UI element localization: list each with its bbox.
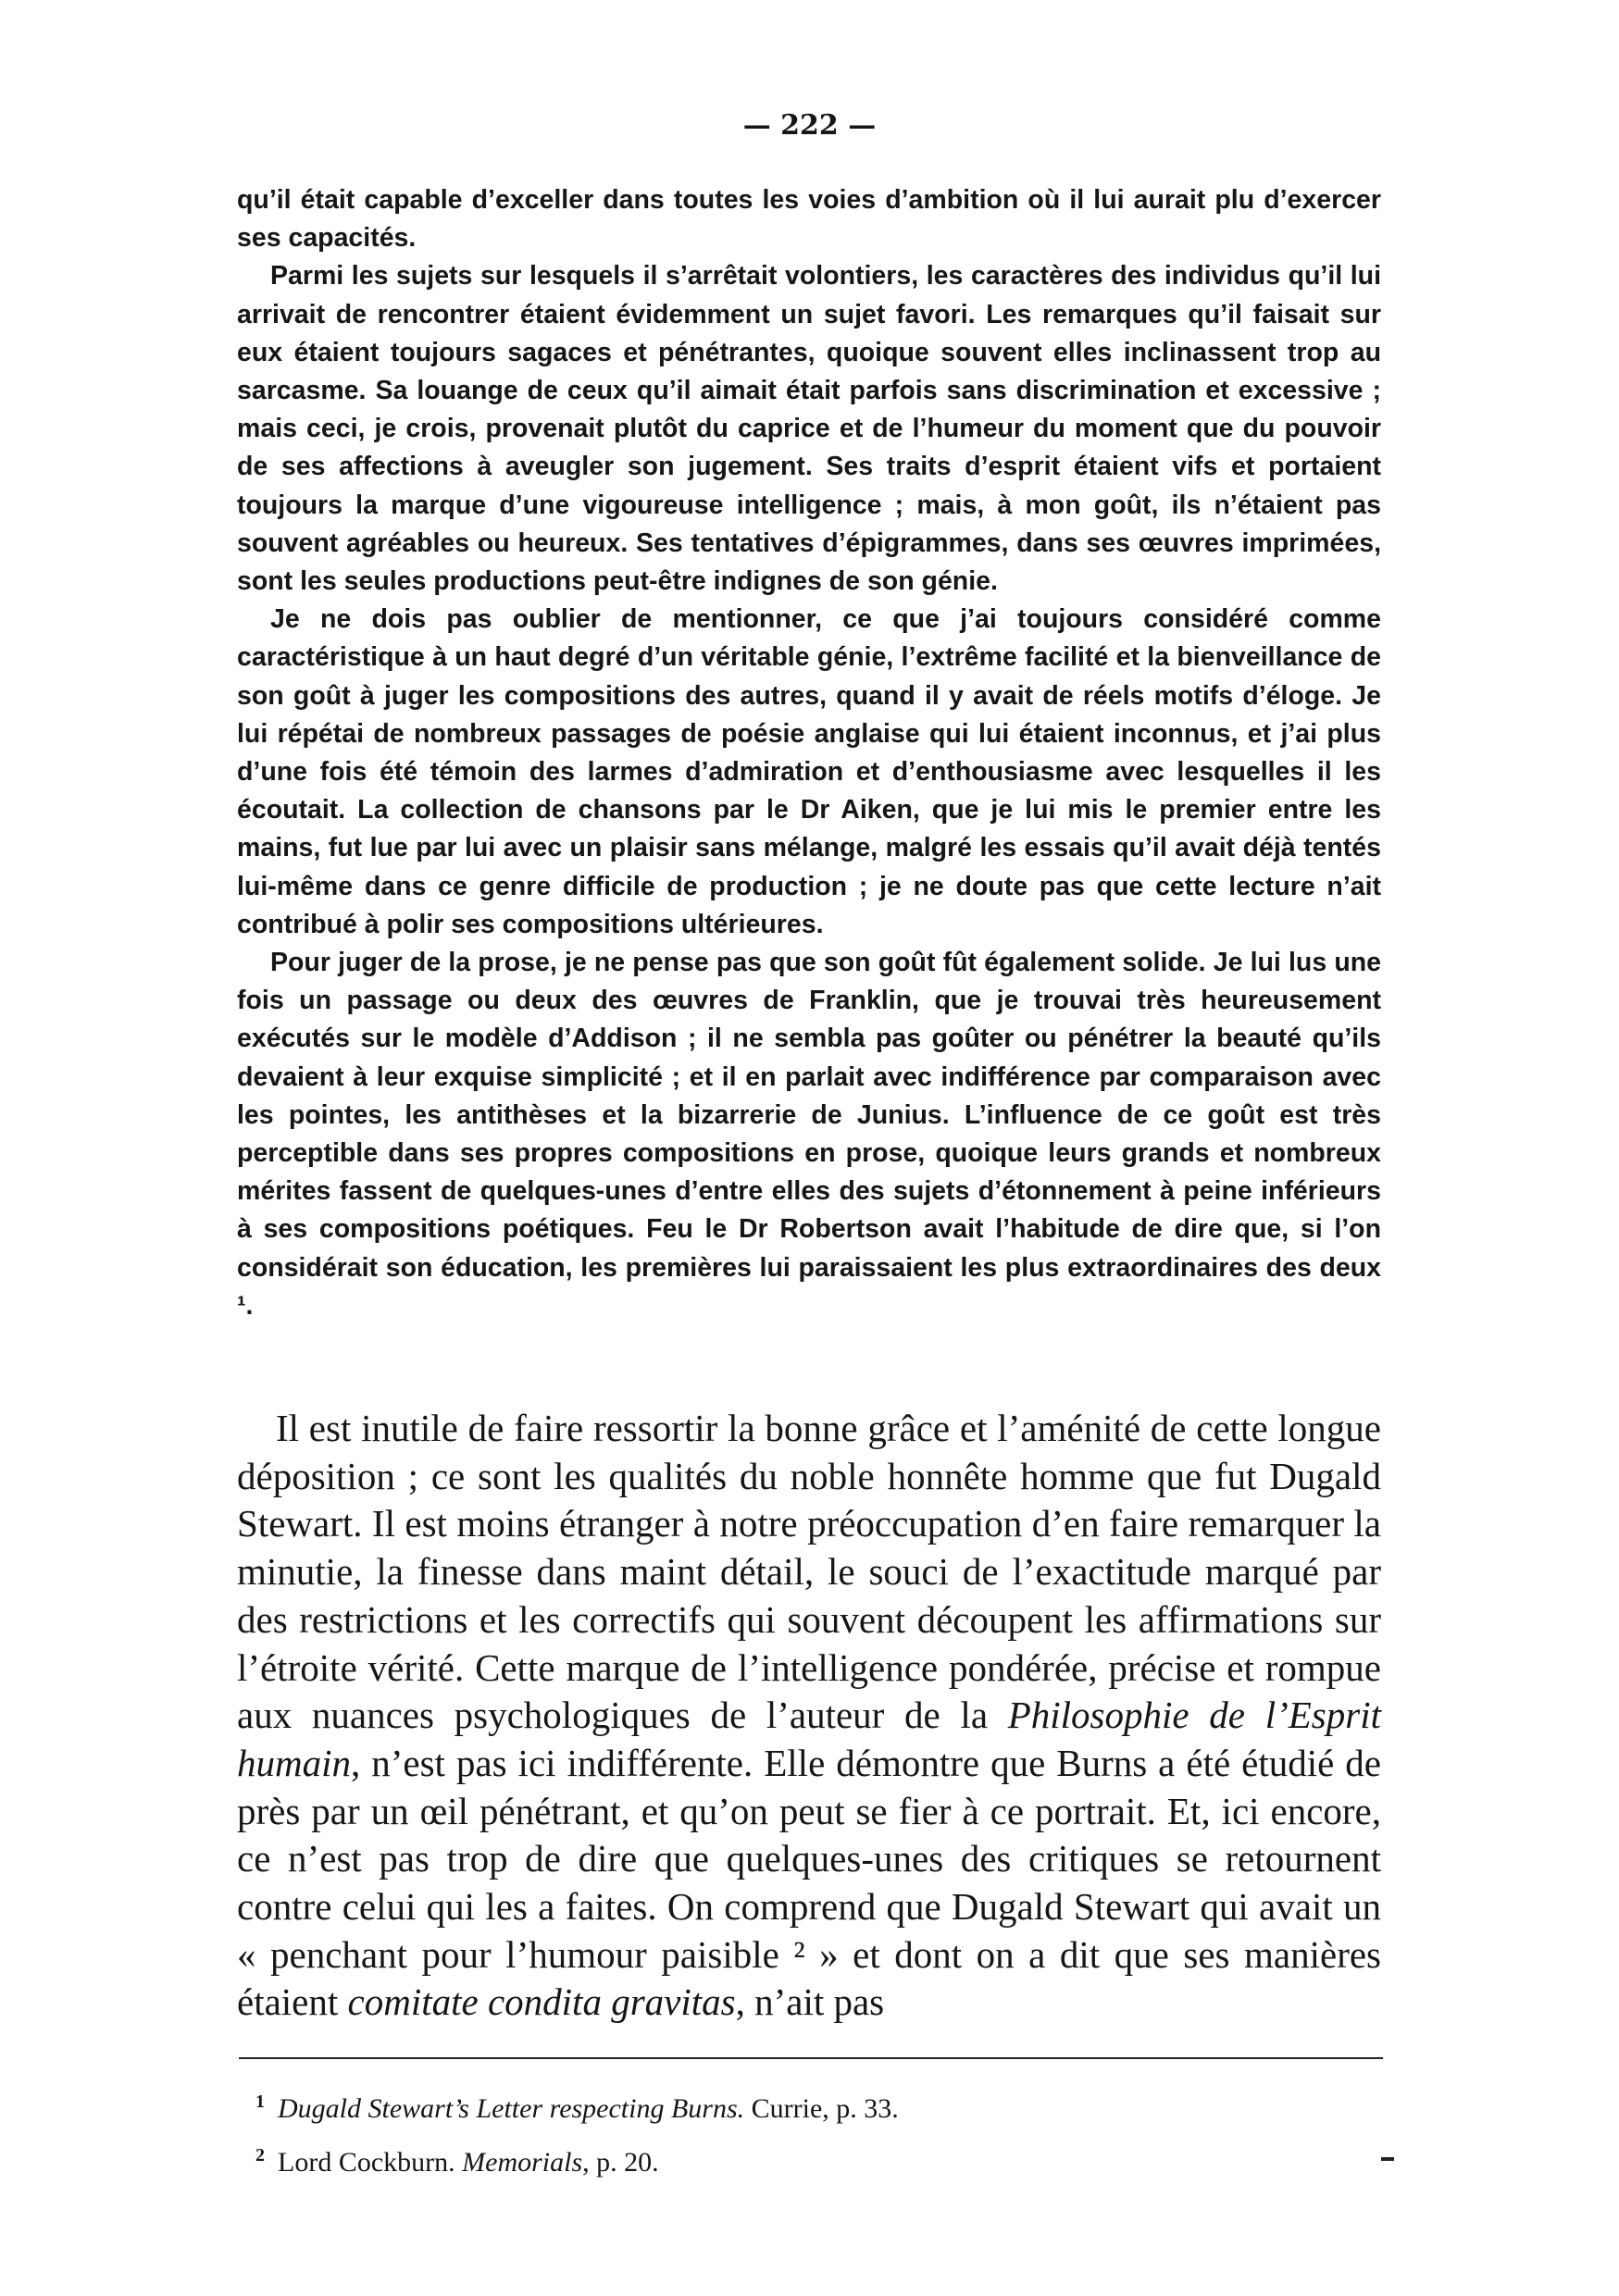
footnote-title: Memorials	[462, 2147, 583, 2178]
quote-paragraph: qu’il était capable d’exceller dans toutes les voies d’ambition où il lui aurait plu d’exercer ses capacités.	[237, 185, 1381, 254]
book-title: Philosophie de l’Esprit humain	[237, 1694, 1381, 1784]
quoted-passage	[237, 181, 1381, 1325]
footnote-text: Lord Cockburn.	[278, 2147, 463, 2178]
footnote	[255, 2132, 1366, 2186]
body-text-part: , n’est pas ici indifférente. Elle démontre que Burns a été étudié de près par un œil pénétrant, et qu’on peut se fier à ce portrait. Et, ici encore, ce n’est pas trop de dire que quelques-unes des critiques se retournent contre celui qui les a faites. On comprend que Dugald Stewart qui avait un « penchant pour l’humour paisible ² » et dont on a dit que ses manières étaient	[237, 1741, 1381, 2024]
body-paragraph	[237, 1405, 1381, 2027]
footnote-marker: 1	[255, 2091, 265, 2112]
quote-paragraph: Parmi les sujets sur lesquels il s’arrêtait volontiers, les caractères des individus qu’il lui arrivait de rencontrer étaient évidemment un sujet favori. Les remarques qu’il faisait sur eux étaient toujours sagaces et pénétrantes, quoique souvent elles inclinassent trop au sarcasme. Sa louange de ceux qu’il aimait était parfois sans discrimination et excessive ; mais ceci, je crois, provenait plutôt du caprice et de l’humeur du moment que du pouvoir de ses affections à aveugler son jugement. Ses traits d’esprit étaient vifs et portaient toujours la marque d’une vigoureuse intelligence ; mais, à mon goût, ils n’étaient pas souvent agréables ou heureux. Ses tentatives d’épigrammes, dans ses œuvres imprimées, sont les seules productions peut-être indignes de son génie.	[237, 261, 1381, 597]
footnote	[255, 2079, 1366, 2132]
quote-paragraph: Je ne dois pas oublier de mentionner, ce que j’ai toujours considéré comme caractéristique à un haut degré d’un véritable génie, l’extrême facilité et la bienveillance de son goût à juger les compositions des autres, quand il y avait de réels motifs d’éloge. Je lui répétai de nombreux passages de poésie anglaise qui lui étaient inconnus, et j’ai plus d’une fois été témoin des larmes d’admiration et d’enthousiasme avec lesquelles il les écoutait. La collection de chansons par le Dr Aiken, que je lui mis le premier entre les mains, fut lue par lui avec un plaisir sans mélange, malgré les essais qu’il avait déjà tentés lui-même dans ce genre difficile de production ; je ne doute pas que cette lecture n’ait contribué à polir ses compositions ultérieures.	[237, 604, 1381, 939]
footnote-text: Currie, p. 33.	[744, 2093, 899, 2124]
footnote-marker: 2	[255, 2145, 265, 2166]
page-number: — 222 —	[742, 109, 877, 142]
footnote-text: , p. 20.	[582, 2147, 659, 2178]
body-text-part: Il est inutile de faire ressortir la bonne grâce et l’aménité de cette longue déposition ; ce sont les qualités du noble honnête homme que fut Dugald Stewart. Il est moins étranger à notre préoccupation d’en faire remarquer la minutie, la finesse dans maint détail, le souci de l’exactitude marqué par des restrictions et les correctifs qui souvent découpent les affirmations sur l’étroite vérité. Cette marque de l’intelligence pondérée, précise et rompue aux nuances psychologiques de l’auteur de la	[237, 1407, 1381, 1737]
footnote-title: Dugald Stewart’s Letter respecting Burns.	[278, 2093, 745, 2124]
body-text-part: , n’ait pas	[735, 1980, 885, 2024]
stray-mark	[1381, 2157, 1394, 2161]
footnotes	[255, 2079, 1366, 2186]
latin-phrase: comitate condita gravitas	[347, 1980, 736, 2024]
quote-paragraph: Pour juger de la prose, je ne pense pas que son goût fût également solide. Je lui lus une fois un passage ou deux des œuvres de Franklin, que je trouvai très heureusement exécutés sur le modèle d’Addison ; il ne sembla pas goûter ou pénétrer la beauté qu’ils devaient à leur exquise simplicité ; et il en parlait avec indifférence par comparaison avec les pointes, les antithèses et la bizarrerie de Junius. L’influence de ce goût est très perceptible dans ses propres compositions en prose, quoique leurs grands et nombreux mérites fassent de quelques-unes d’entre elles des sujets d’étonnement à peine inférieurs à ses compositions poétiques. Feu le Dr Robertson avait l’habitude de dire que, si l’on considérait son éducation, les premières lui paraissaient les plus extraordinaires des deux ¹.	[237, 948, 1381, 1321]
body-text	[237, 1405, 1381, 2027]
footnote-rule	[239, 2057, 1383, 2059]
